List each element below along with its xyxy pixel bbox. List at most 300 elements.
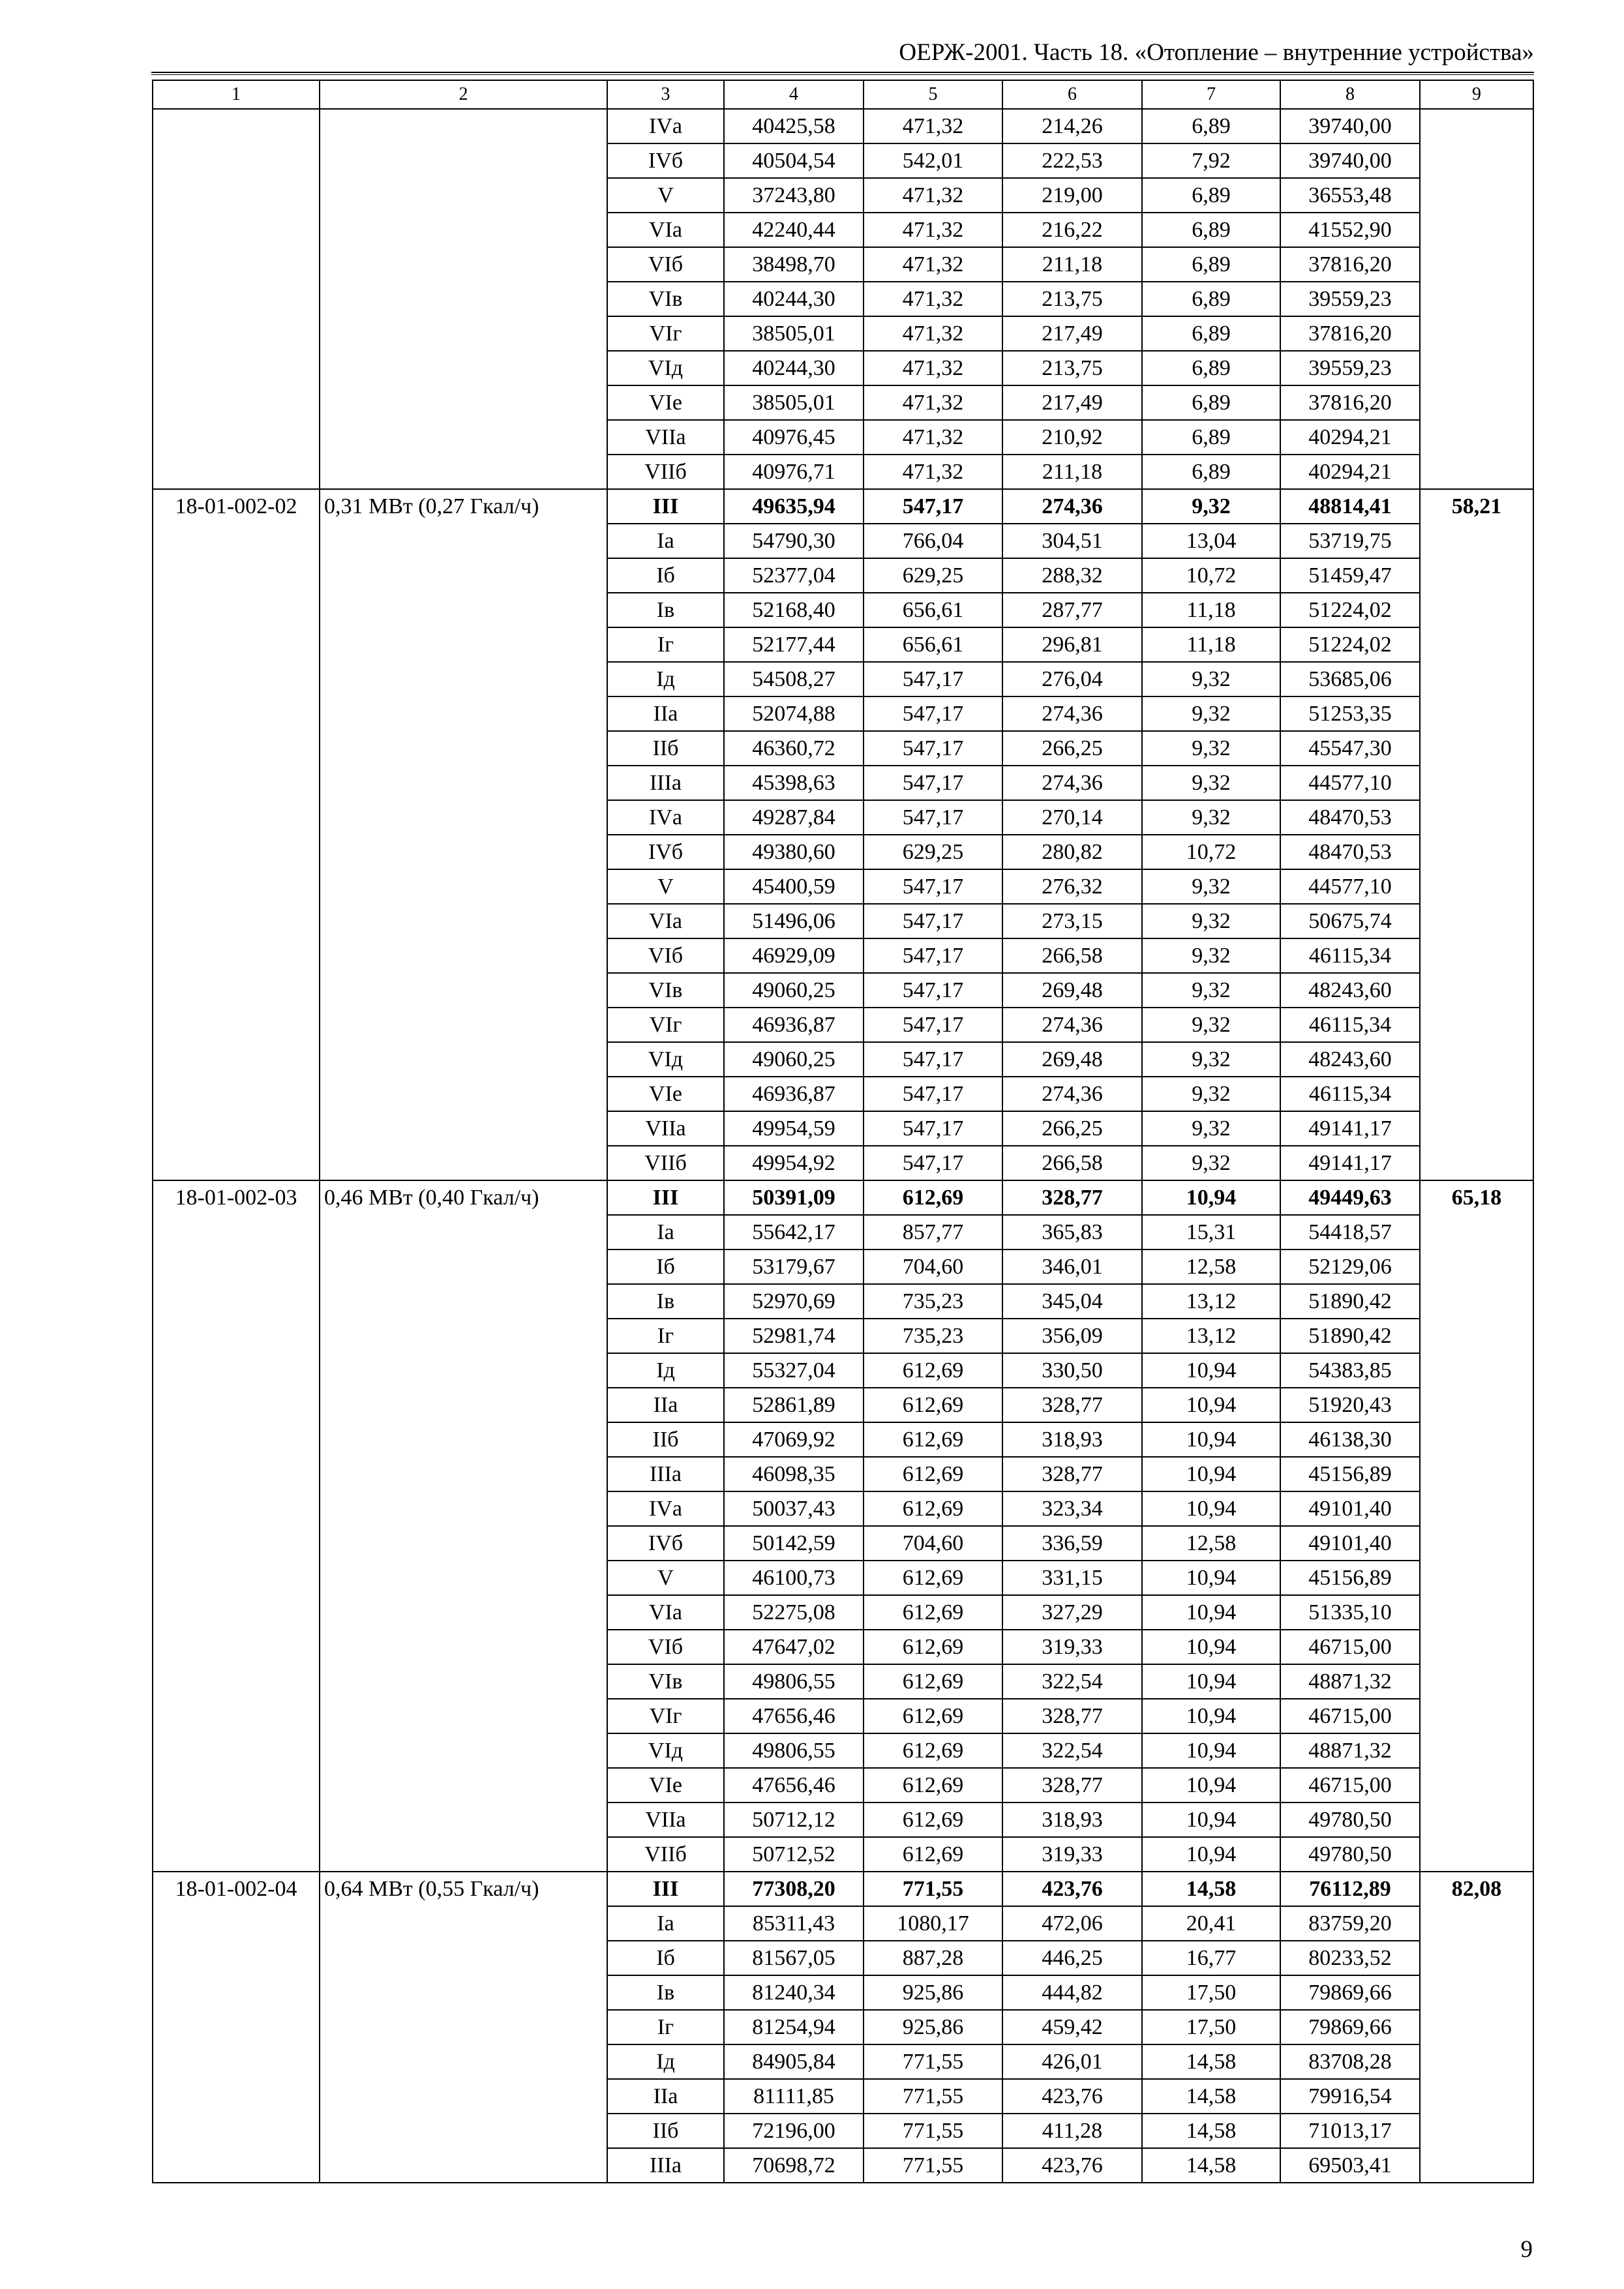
table-cell: 40244,30 [724, 282, 864, 316]
table-cell: 36553,48 [1280, 178, 1420, 213]
table-cell: 50675,74 [1280, 904, 1420, 938]
table-cell: 547,17 [864, 904, 1002, 938]
table-cell: 39559,23 [1280, 351, 1420, 385]
table-cell: 211,18 [1002, 455, 1142, 489]
table-cell: VIIа [607, 1111, 724, 1146]
table-cell: 10,94 [1142, 1422, 1280, 1457]
table-cell: 48871,32 [1280, 1733, 1420, 1768]
rate-code-cell: 18-01-002-02 [153, 489, 320, 1180]
table-cell: 49780,50 [1280, 1837, 1420, 1872]
table-cell: 11,18 [1142, 627, 1280, 662]
table-cell: 10,94 [1142, 1491, 1280, 1526]
table-cell: IIб [607, 2114, 724, 2148]
table-cell: 471,32 [864, 109, 1002, 143]
column-number-row [153, 80, 1533, 109]
table-cell: 629,25 [864, 558, 1002, 593]
header-rule [151, 72, 1534, 75]
table-cell: 14,58 [1142, 2079, 1280, 2114]
table-cell: Iг [607, 1319, 724, 1353]
column-number-cell: 7 [1142, 80, 1280, 109]
table-cell: 44577,10 [1280, 869, 1420, 904]
table-cell: 48243,60 [1280, 1042, 1420, 1077]
table-cell: 319,33 [1002, 1837, 1142, 1872]
table-cell: 9,32 [1142, 489, 1280, 524]
table-cell: 49141,17 [1280, 1111, 1420, 1146]
table-cell: 547,17 [864, 1146, 1002, 1180]
table-cell: 49806,55 [724, 1664, 864, 1699]
table-cell: 426,01 [1002, 2044, 1142, 2079]
table-cell: 37816,20 [1280, 247, 1420, 282]
table-cell: 771,55 [864, 2079, 1002, 2114]
table-cell: 52377,04 [724, 558, 864, 593]
table-cell: IVб [607, 143, 724, 178]
table-cell: 6,89 [1142, 178, 1280, 213]
table-cell: VIIб [607, 1837, 724, 1872]
table-cell: 46138,30 [1280, 1422, 1420, 1457]
table-cell: 704,60 [864, 1526, 1002, 1561]
table-cell: 39559,23 [1280, 282, 1420, 316]
table-cell: VIIа [607, 1803, 724, 1837]
table-cell: 547,17 [864, 1111, 1002, 1146]
table-cell: 10,94 [1142, 1630, 1280, 1664]
table-cell: VIв [607, 282, 724, 316]
table-cell: 612,69 [864, 1491, 1002, 1526]
table-cell: Iб [607, 1941, 724, 1975]
table-cell: 10,94 [1142, 1561, 1280, 1595]
table-cell: 365,83 [1002, 1215, 1142, 1249]
table-cell: 9,32 [1142, 973, 1280, 1008]
table-cell: 14,58 [1142, 2148, 1280, 2183]
table-cell: 423,76 [1002, 2148, 1142, 2183]
labor-cost-cell: 58,21 [1420, 489, 1533, 1180]
table-cell: 471,32 [864, 178, 1002, 213]
table-cell: 46100,73 [724, 1561, 864, 1595]
table-cell: 6,89 [1142, 282, 1280, 316]
table-cell: 10,72 [1142, 835, 1280, 869]
table-cell: 79916,54 [1280, 2079, 1420, 2114]
rates-table [152, 80, 1534, 2183]
table-cell: VIе [607, 1077, 724, 1111]
table-cell: 6,89 [1142, 455, 1280, 489]
table-cell: 6,89 [1142, 385, 1280, 420]
table-cell: 54790,30 [724, 524, 864, 558]
table-cell: 46715,00 [1280, 1630, 1420, 1664]
table-cell: 322,54 [1002, 1664, 1142, 1699]
table-cell: 274,36 [1002, 1077, 1142, 1111]
table-cell: 10,94 [1142, 1699, 1280, 1733]
table-cell: 612,69 [864, 1664, 1002, 1699]
table-cell: 53685,06 [1280, 662, 1420, 696]
table-cell: 612,69 [864, 1180, 1002, 1215]
table-cell: VIв [607, 973, 724, 1008]
table-cell: 612,69 [864, 1803, 1002, 1837]
table-cell: IIа [607, 1388, 724, 1422]
table-cell: Iб [607, 1249, 724, 1284]
table-cell: 12,58 [1142, 1249, 1280, 1284]
table-cell: 9,32 [1142, 662, 1280, 696]
table-cell: 459,42 [1002, 2010, 1142, 2044]
table-cell: Iв [607, 1975, 724, 2010]
table-cell: 322,54 [1002, 1733, 1142, 1768]
table-cell: Iд [607, 2044, 724, 2079]
table-cell: 48871,32 [1280, 1664, 1420, 1699]
table-cell: III [607, 489, 724, 524]
table-cell: VIг [607, 1699, 724, 1733]
table-cell: 9,32 [1142, 1111, 1280, 1146]
table-cell: 318,93 [1002, 1422, 1142, 1457]
labor-cost-cell: 82,08 [1420, 1872, 1533, 2183]
rate-name-cell: 0,64 МВт (0,55 Гкал/ч) [320, 1872, 607, 2183]
table-cell: V [607, 1561, 724, 1595]
column-number-cell: 8 [1280, 80, 1420, 109]
table-cell: 771,55 [864, 2114, 1002, 2148]
table-cell: 210,92 [1002, 420, 1142, 455]
table-cell: 48814,41 [1280, 489, 1420, 524]
table-cell: 266,25 [1002, 731, 1142, 766]
table-cell: 411,28 [1002, 2114, 1142, 2148]
table-cell: 70698,72 [724, 2148, 864, 2183]
table-cell: IIIа [607, 1457, 724, 1491]
table-cell: 273,15 [1002, 904, 1142, 938]
table-cell: VIа [607, 904, 724, 938]
table-cell: 547,17 [864, 731, 1002, 766]
table-cell: 9,32 [1142, 731, 1280, 766]
table-cell: 47656,46 [724, 1699, 864, 1733]
table-cell: 471,32 [864, 247, 1002, 282]
table-cell: 771,55 [864, 2148, 1002, 2183]
table-cell: Iв [607, 1284, 724, 1319]
table-cell: VIд [607, 351, 724, 385]
table-cell: 211,18 [1002, 247, 1142, 282]
table-cell: VIв [607, 1664, 724, 1699]
table-cell: 50142,59 [724, 1526, 864, 1561]
table-cell: 81111,85 [724, 2079, 864, 2114]
table-cell: 331,15 [1002, 1561, 1142, 1595]
table-cell: 81567,05 [724, 1941, 864, 1975]
table-cell: 53179,67 [724, 1249, 864, 1284]
table-cell: 6,89 [1142, 109, 1280, 143]
table-cell: 304,51 [1002, 524, 1142, 558]
table-cell: 47069,92 [724, 1422, 864, 1457]
table-cell: 319,33 [1002, 1630, 1142, 1664]
table-cell: 345,04 [1002, 1284, 1142, 1319]
table-cell: 48470,53 [1280, 800, 1420, 835]
table-cell: 444,82 [1002, 1975, 1142, 2010]
table-cell: 287,77 [1002, 593, 1142, 627]
table-cell: 925,86 [864, 1975, 1002, 2010]
table-cell: 9,32 [1142, 696, 1280, 731]
table-cell: VIе [607, 1768, 724, 1803]
table-cell: 52168,40 [724, 593, 864, 627]
table-cell: 49954,92 [724, 1146, 864, 1180]
table-cell: VIг [607, 1008, 724, 1042]
table-cell: 76112,89 [1280, 1872, 1420, 1906]
table-cell: 52861,89 [724, 1388, 864, 1422]
table-cell: 38505,01 [724, 385, 864, 420]
table-cell: 49101,40 [1280, 1526, 1420, 1561]
table-cell: 269,48 [1002, 1042, 1142, 1077]
table-cell: 49780,50 [1280, 1803, 1420, 1837]
table-cell: 9,32 [1142, 904, 1280, 938]
table-cell: 51920,43 [1280, 1388, 1420, 1422]
table-cell: 336,59 [1002, 1526, 1142, 1561]
table-cell: 10,94 [1142, 1664, 1280, 1699]
table-cell: Iд [607, 1353, 724, 1388]
table-cell: 327,29 [1002, 1595, 1142, 1630]
table-cell: 45400,59 [724, 869, 864, 904]
table-cell: 269,48 [1002, 973, 1142, 1008]
table-cell: 10,94 [1142, 1457, 1280, 1491]
labor-cost-cell: 65,18 [1420, 1180, 1533, 1872]
table-cell: 49635,94 [724, 489, 864, 524]
table-cell: 6,89 [1142, 420, 1280, 455]
table-cell: 547,17 [864, 1077, 1002, 1111]
table-cell: 328,77 [1002, 1768, 1142, 1803]
table-cell: 771,55 [864, 1872, 1002, 1906]
table-cell: 10,94 [1142, 1180, 1280, 1215]
table-cell: III [607, 1872, 724, 1906]
table-cell: 52970,69 [724, 1284, 864, 1319]
table-cell: 46115,34 [1280, 1008, 1420, 1042]
table-cell: 46936,87 [724, 1008, 864, 1042]
table-cell: 547,17 [864, 662, 1002, 696]
table-cell: 656,61 [864, 627, 1002, 662]
table-cell: 52129,06 [1280, 1249, 1420, 1284]
table-cell: IVа [607, 109, 724, 143]
table-cell: 9,32 [1142, 938, 1280, 973]
table-cell: 40504,54 [724, 143, 864, 178]
page-header: ОЕРЖ-2001. Часть 18. «Отопление – внутренние устройства» [899, 39, 1534, 66]
table-row [153, 109, 1533, 143]
table-cell: 771,55 [864, 2044, 1002, 2079]
table-cell: 216,22 [1002, 213, 1142, 247]
table-cell: 48243,60 [1280, 973, 1420, 1008]
table-cell: 656,61 [864, 593, 1002, 627]
table-cell: 40425,58 [724, 109, 864, 143]
table-cell: 81240,34 [724, 1975, 864, 2010]
table-cell: 48470,53 [1280, 835, 1420, 869]
table-cell: 45398,63 [724, 766, 864, 800]
table-cell: 39740,00 [1280, 109, 1420, 143]
table-cell: 46115,34 [1280, 1077, 1420, 1111]
table-cell: 472,06 [1002, 1906, 1142, 1941]
table-cell: 37816,20 [1280, 316, 1420, 351]
table-cell: 40976,45 [724, 420, 864, 455]
table-cell: 10,94 [1142, 1803, 1280, 1837]
table-cell: 9,32 [1142, 1077, 1280, 1111]
table-cell: 214,26 [1002, 109, 1142, 143]
table-cell: 217,49 [1002, 385, 1142, 420]
column-number-cell: 6 [1002, 80, 1142, 109]
table-cell: 49806,55 [724, 1733, 864, 1768]
table-cell: 6,89 [1142, 247, 1280, 282]
table-cell: 46098,35 [724, 1457, 864, 1491]
table-cell: 81254,94 [724, 2010, 864, 2044]
rate-name-cell [320, 109, 607, 489]
table-cell: 38505,01 [724, 316, 864, 351]
table-cell: 50712,52 [724, 1837, 864, 1872]
table-cell: 346,01 [1002, 1249, 1142, 1284]
table-cell: Iд [607, 662, 724, 696]
table-cell: 547,17 [864, 938, 1002, 973]
table-cell: III [607, 1180, 724, 1215]
table-cell: 85311,43 [724, 1906, 864, 1941]
table-cell: 735,23 [864, 1319, 1002, 1353]
table-cell: 20,41 [1142, 1906, 1280, 1941]
table-cell: V [607, 178, 724, 213]
table-cell: 49101,40 [1280, 1491, 1420, 1526]
table-cell: 53719,75 [1280, 524, 1420, 558]
table-cell: 47656,46 [724, 1768, 864, 1803]
table-cell: 266,58 [1002, 938, 1142, 973]
rate-name-cell: 0,31 МВт (0,27 Гкал/ч) [320, 489, 607, 1180]
table-cell: 471,32 [864, 455, 1002, 489]
table-cell: 54383,85 [1280, 1353, 1420, 1388]
table-cell: 55327,04 [724, 1353, 864, 1388]
table-cell: 219,00 [1002, 178, 1142, 213]
column-number-cell: 2 [320, 80, 607, 109]
table-cell: 6,89 [1142, 213, 1280, 247]
table-cell: 612,69 [864, 1768, 1002, 1803]
table-cell: 69503,41 [1280, 2148, 1420, 2183]
table-cell: 40294,21 [1280, 420, 1420, 455]
table-cell: 704,60 [864, 1249, 1002, 1284]
table-cell: 423,76 [1002, 2079, 1142, 2114]
table-row [153, 1180, 1533, 1215]
table-cell: 9,32 [1142, 1042, 1280, 1077]
table-cell: 887,28 [864, 1941, 1002, 1975]
table-cell: 40976,71 [724, 455, 864, 489]
table-cell: 51496,06 [724, 904, 864, 938]
table-cell: 40244,30 [724, 351, 864, 385]
table-cell: VIа [607, 1595, 724, 1630]
table-cell: IVа [607, 800, 724, 835]
table-cell: VIб [607, 1630, 724, 1664]
table-cell: 328,77 [1002, 1388, 1142, 1422]
table-cell: 217,49 [1002, 316, 1142, 351]
table-cell: 14,58 [1142, 2114, 1280, 2148]
table-cell: 55642,17 [724, 1215, 864, 1249]
table-cell: 925,86 [864, 2010, 1002, 2044]
table-cell: 45156,89 [1280, 1561, 1420, 1595]
column-number-cell: 9 [1420, 80, 1533, 109]
table-cell: 471,32 [864, 385, 1002, 420]
table-cell: 629,25 [864, 835, 1002, 869]
table-cell: 12,58 [1142, 1526, 1280, 1561]
table-cell: IIIа [607, 766, 724, 800]
table-cell: 52074,88 [724, 696, 864, 731]
table-cell: 423,76 [1002, 1872, 1142, 1906]
table-cell: 13,04 [1142, 524, 1280, 558]
table-cell: 13,12 [1142, 1284, 1280, 1319]
table-cell: 47647,02 [724, 1630, 864, 1664]
table-cell: 9,32 [1142, 1146, 1280, 1180]
table-cell: 296,81 [1002, 627, 1142, 662]
table-cell: 612,69 [864, 1353, 1002, 1388]
rate-name-cell: 0,46 МВт (0,40 Гкал/ч) [320, 1180, 607, 1872]
table-cell: VIIа [607, 420, 724, 455]
table-cell: 51459,47 [1280, 558, 1420, 593]
table-cell: 547,17 [864, 1008, 1002, 1042]
table-cell: 37816,20 [1280, 385, 1420, 420]
table-cell: 10,94 [1142, 1733, 1280, 1768]
table-cell: 52275,08 [724, 1595, 864, 1630]
column-number-cell: 4 [724, 80, 864, 109]
table-cell: 41552,90 [1280, 213, 1420, 247]
table-cell: 1080,17 [864, 1906, 1002, 1941]
table-cell: VIд [607, 1733, 724, 1768]
table-cell: 71013,17 [1280, 2114, 1420, 2148]
table-cell: 38498,70 [724, 247, 864, 282]
table-cell: 612,69 [864, 1699, 1002, 1733]
table-cell: 547,17 [864, 973, 1002, 1008]
table-cell: 318,93 [1002, 1803, 1142, 1837]
table-cell: 213,75 [1002, 351, 1142, 385]
table-cell: 735,23 [864, 1284, 1002, 1319]
table-cell: 266,58 [1002, 1146, 1142, 1180]
table-cell: 547,17 [864, 1042, 1002, 1077]
table-row [153, 1872, 1533, 1906]
table-cell: 77308,20 [724, 1872, 864, 1906]
table-cell: 79869,66 [1280, 1975, 1420, 2010]
table-cell: 612,69 [864, 1595, 1002, 1630]
table-cell: V [607, 869, 724, 904]
table-cell: Iб [607, 558, 724, 593]
table-cell: 6,89 [1142, 316, 1280, 351]
table-cell: 323,34 [1002, 1491, 1142, 1526]
table-cell: 280,82 [1002, 835, 1142, 869]
table-cell: 276,04 [1002, 662, 1142, 696]
table-cell: 17,50 [1142, 2010, 1280, 2044]
table-cell: 612,69 [864, 1561, 1002, 1595]
table-cell: 45156,89 [1280, 1457, 1420, 1491]
table-cell: 542,01 [864, 143, 1002, 178]
column-number-cell: 1 [153, 80, 320, 109]
table-cell: 10,94 [1142, 1768, 1280, 1803]
table-cell: IVб [607, 835, 724, 869]
table-cell: 42240,44 [724, 213, 864, 247]
table-cell: 51890,42 [1280, 1284, 1420, 1319]
table-cell: 6,89 [1142, 351, 1280, 385]
table-cell: IIб [607, 1422, 724, 1457]
table-cell: 50391,09 [724, 1180, 864, 1215]
table-cell: 40294,21 [1280, 455, 1420, 489]
table-cell: 46936,87 [724, 1077, 864, 1111]
table-cell: 10,94 [1142, 1388, 1280, 1422]
table-cell: 49380,60 [724, 835, 864, 869]
table-cell: 10,94 [1142, 1353, 1280, 1388]
table-cell: VIе [607, 385, 724, 420]
table-cell: 10,94 [1142, 1595, 1280, 1630]
table-cell: 46715,00 [1280, 1768, 1420, 1803]
table-cell: 10,72 [1142, 558, 1280, 593]
page-number: 9 [1520, 2236, 1533, 2263]
table-cell: VIд [607, 1042, 724, 1077]
table-cell: IVб [607, 1526, 724, 1561]
table-cell: 44577,10 [1280, 766, 1420, 800]
table-cell: 15,31 [1142, 1215, 1280, 1249]
table-cell: 471,32 [864, 282, 1002, 316]
table-cell: 213,75 [1002, 282, 1142, 316]
table-cell: 84905,84 [724, 2044, 864, 2079]
table-cell: 471,32 [864, 420, 1002, 455]
table-cell: 83759,20 [1280, 1906, 1420, 1941]
table-cell: 612,69 [864, 1388, 1002, 1422]
table-cell: 328,77 [1002, 1180, 1142, 1215]
table-cell: 471,32 [864, 351, 1002, 385]
table-cell: 612,69 [864, 1457, 1002, 1491]
rate-code-cell [153, 109, 320, 489]
